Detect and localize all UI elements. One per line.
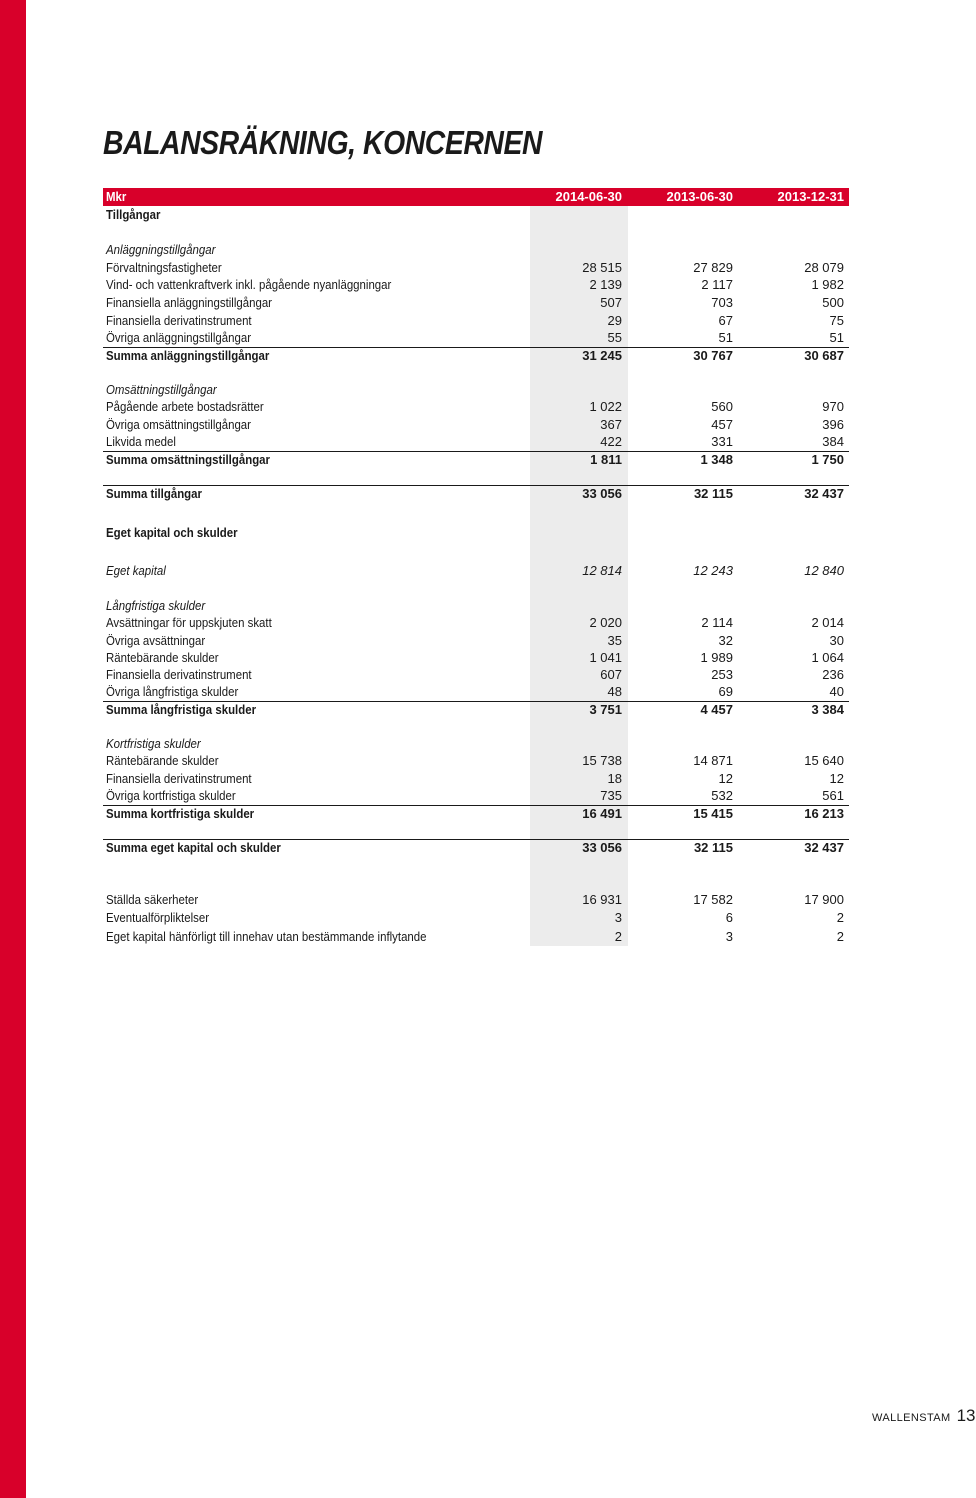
table-row: Förvaltningsfastigheter 28 515 27 829 28 079 bbox=[106, 260, 844, 275]
subtotal-row: Summa långfristiga skulder 3 751 4 457 3 384 bbox=[103, 701, 849, 720]
table-row: Övriga kortfristiga skulder 735 532 561 bbox=[106, 788, 844, 803]
total-row: Summa eget kapital och skulder 33 056 32 115 32 437 bbox=[103, 839, 849, 858]
group-heading: Kortfristiga skulder bbox=[106, 736, 201, 751]
column-header: 2013-12-31 bbox=[777, 189, 844, 204]
column-header: 2014-06-30 bbox=[555, 189, 622, 204]
table-row: Övriga långfristiga skulder 48 69 40 bbox=[106, 684, 844, 699]
group-heading: Omsättningstillgångar bbox=[106, 382, 217, 397]
table-header bbox=[103, 188, 849, 206]
table-row: Finansiella derivatinstrument 607 253 236 bbox=[106, 667, 844, 682]
table-row: Eget kapital 12 814 12 243 12 840 bbox=[106, 563, 844, 578]
subtotal-row: Summa anläggningstillgångar 31 245 30 767 30 687 bbox=[103, 347, 849, 366]
page-title: BALANSRÄKNING, KONCERNEN bbox=[103, 124, 543, 161]
table-row: Finansiella derivatinstrument 29 67 75 bbox=[106, 313, 844, 328]
table-row: Övriga omsättningstillgångar 367 457 396 bbox=[106, 417, 844, 432]
table-row: Räntebärande skulder 15 738 14 871 15 640 bbox=[106, 753, 844, 768]
table-row: Eventualförpliktelser 3 6 2 bbox=[106, 910, 844, 925]
table-row: Vind- och vattenkraftverk inkl. pågående nyanläggningar 2 139 2 117 1 982 bbox=[106, 277, 844, 292]
brand-name: WALLENSTAM bbox=[872, 1412, 951, 1424]
group-heading: Långfristiga skulder bbox=[106, 598, 206, 613]
table-row: Finansiella derivatinstrument 18 12 12 bbox=[106, 771, 844, 786]
subtotal-row: Summa omsättningstillgångar 1 811 1 348 1 750 bbox=[103, 451, 849, 470]
table-row: Ställda säkerheter 16 931 17 582 17 900 bbox=[106, 892, 844, 907]
subtotal-row: Summa kortfristiga skulder 16 491 15 415 16 213 bbox=[103, 805, 849, 824]
table-row: Övriga anläggningstillgångar 55 51 51 bbox=[106, 330, 844, 345]
unit-label: Mkr bbox=[106, 189, 127, 204]
total-row: Summa tillgångar 33 056 32 115 32 437 bbox=[103, 485, 849, 504]
table-row: Finansiella anläggningstillgångar 507 703 500 bbox=[106, 295, 844, 310]
table-row: Räntebärande skulder 1 041 1 989 1 064 bbox=[106, 650, 844, 665]
table-row: Övriga avsättningar 35 32 30 bbox=[106, 633, 844, 648]
table-row: Pågående arbete bostadsrätter 1 022 560 970 bbox=[106, 399, 844, 414]
red-side-bar bbox=[0, 0, 26, 1498]
section-heading: Eget kapital och skulder bbox=[106, 525, 238, 540]
table-row: Likvida medel 422 331 384 bbox=[106, 434, 844, 449]
section-heading: Tillgångar bbox=[106, 207, 161, 222]
page-number: 13 bbox=[956, 1406, 976, 1425]
table-row: Eget kapital hänförligt till innehav utan bestämmande inflytande 2 3 2 bbox=[106, 929, 844, 944]
group-heading: Anläggningstillgångar bbox=[106, 242, 216, 257]
table-row: Avsättningar för uppskjuten skatt 2 020 2 114 2 014 bbox=[106, 615, 844, 630]
column-header: 2013-06-30 bbox=[666, 189, 733, 204]
page-footer bbox=[872, 1406, 976, 1426]
